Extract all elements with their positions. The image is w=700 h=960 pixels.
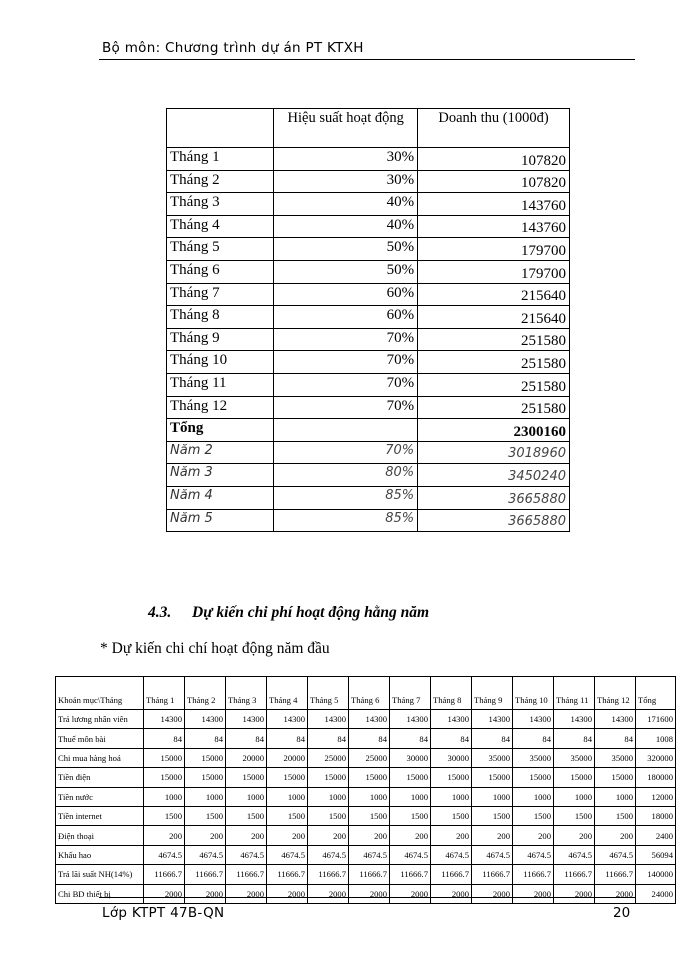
monthly-cost-cell: 200 xyxy=(431,826,472,845)
total-revenue-cell: 2300160 xyxy=(418,419,570,442)
table-header-row xyxy=(167,109,570,148)
table-row xyxy=(167,351,570,374)
monthly-cost-cell: 2000 xyxy=(267,884,308,903)
month-label: Tháng 6 xyxy=(167,260,274,283)
year-row xyxy=(167,464,570,487)
section-title: Dự kiến chi phí hoạt động hằng năm xyxy=(192,604,430,621)
year-label: Năm 5 xyxy=(167,509,274,532)
monthly-cost-cell: 200 xyxy=(267,826,308,845)
monthly-cost-cell: 1500 xyxy=(267,806,308,825)
monthly-cost-cell: 15000 xyxy=(185,748,226,767)
cost-table xyxy=(55,676,676,904)
page-header: Bộ môn: Chương trình dự án PT KTXH xyxy=(102,40,364,56)
cost-row xyxy=(56,884,676,903)
monthly-cost-cell: 15000 xyxy=(472,768,513,787)
efficiency-cell: 80% xyxy=(274,464,418,487)
column-header: Tháng 6 xyxy=(349,677,390,710)
monthly-cost-cell: 1500 xyxy=(349,806,390,825)
monthly-cost-cell: 1000 xyxy=(513,787,554,806)
monthly-cost-cell: 1500 xyxy=(595,806,636,825)
revenue-cell: 107820 xyxy=(418,148,570,171)
efficiency-cell: 40% xyxy=(274,215,418,238)
section-number: 4.3. xyxy=(148,604,172,621)
monthly-cost-cell: 15000 xyxy=(595,768,636,787)
monthly-cost-cell: 11666.7 xyxy=(349,865,390,884)
monthly-cost-cell: 1500 xyxy=(554,806,595,825)
month-label: Tháng 7 xyxy=(167,283,274,306)
column-header: Tháng 1 xyxy=(144,677,185,710)
monthly-cost-cell: 14300 xyxy=(267,710,308,729)
monthly-cost-cell: 11666.7 xyxy=(513,865,554,884)
revenue-cell: 143760 xyxy=(418,215,570,238)
monthly-cost-cell: 84 xyxy=(554,729,595,748)
row-total-cell: 320000 xyxy=(636,748,676,767)
revenue-cell: 179700 xyxy=(418,260,570,283)
cost-row xyxy=(56,865,676,884)
monthly-cost-cell: 84 xyxy=(185,729,226,748)
year-label: Năm 4 xyxy=(167,486,274,509)
monthly-cost-cell: 2000 xyxy=(185,884,226,903)
total-row xyxy=(167,419,570,442)
monthly-cost-cell: 4674.5 xyxy=(513,845,554,864)
column-header: Khoản mục\Tháng xyxy=(56,677,144,710)
section-heading xyxy=(148,604,429,622)
monthly-cost-cell: 11666.7 xyxy=(144,865,185,884)
efficiency-cell: 50% xyxy=(274,260,418,283)
header-cell: Hiệu suất hoạt động xyxy=(274,109,418,148)
monthly-cost-cell: 200 xyxy=(144,826,185,845)
monthly-cost-cell: 15000 xyxy=(267,768,308,787)
cost-item-label: Tiền điện xyxy=(56,768,144,787)
monthly-cost-cell: 200 xyxy=(349,826,390,845)
table-row xyxy=(167,260,570,283)
cost-item-label: Tiền internet xyxy=(56,806,144,825)
monthly-cost-cell: 15000 xyxy=(349,768,390,787)
cost-row xyxy=(56,710,676,729)
monthly-cost-cell: 84 xyxy=(390,729,431,748)
monthly-cost-cell: 20000 xyxy=(226,748,267,767)
monthly-cost-cell: 11666.7 xyxy=(390,865,431,884)
monthly-cost-cell: 1000 xyxy=(226,787,267,806)
cost-item-label: Thuế môn bài xyxy=(56,729,144,748)
table-row xyxy=(167,328,570,351)
monthly-cost-cell: 1000 xyxy=(349,787,390,806)
row-total-cell: 18000 xyxy=(636,806,676,825)
column-header: Tháng 9 xyxy=(472,677,513,710)
efficiency-cell: 85% xyxy=(274,486,418,509)
efficiency-cell: 60% xyxy=(274,283,418,306)
monthly-cost-cell: 14300 xyxy=(513,710,554,729)
month-label: Tháng 4 xyxy=(167,215,274,238)
monthly-cost-cell: 1000 xyxy=(595,787,636,806)
efficiency-cell xyxy=(274,419,418,442)
monthly-cost-cell: 1500 xyxy=(431,806,472,825)
row-total-cell: 1008 xyxy=(636,729,676,748)
monthly-cost-cell: 1000 xyxy=(144,787,185,806)
efficiency-cell: 60% xyxy=(274,306,418,329)
monthly-cost-cell: 4674.5 xyxy=(554,845,595,864)
monthly-cost-cell: 84 xyxy=(472,729,513,748)
month-label: Tháng 9 xyxy=(167,328,274,351)
monthly-cost-cell: 20000 xyxy=(267,748,308,767)
monthly-cost-cell: 84 xyxy=(144,729,185,748)
revenue-cell: 3665880 xyxy=(418,486,570,509)
revenue-cell: 3665880 xyxy=(418,509,570,532)
monthly-cost-cell: 84 xyxy=(595,729,636,748)
row-total-cell: 2400 xyxy=(636,826,676,845)
month-label: Tháng 5 xyxy=(167,238,274,261)
monthly-cost-cell: 2000 xyxy=(390,884,431,903)
monthly-cost-cell: 4674.5 xyxy=(226,845,267,864)
row-total-cell: 24000 xyxy=(636,884,676,903)
monthly-cost-cell: 200 xyxy=(390,826,431,845)
monthly-cost-cell: 14300 xyxy=(554,710,595,729)
revenue-cell: 251580 xyxy=(418,328,570,351)
monthly-cost-cell: 2000 xyxy=(349,884,390,903)
monthly-cost-cell: 1000 xyxy=(267,787,308,806)
row-total-cell: 171600 xyxy=(636,710,676,729)
cost-header-row xyxy=(56,677,676,710)
monthly-cost-cell: 25000 xyxy=(349,748,390,767)
efficiency-cell: 30% xyxy=(274,148,418,171)
monthly-cost-cell: 4674.5 xyxy=(431,845,472,864)
monthly-cost-cell: 14300 xyxy=(431,710,472,729)
footer-class-label: Lớp KTPT 47B-QN xyxy=(102,905,225,921)
efficiency-cell: 40% xyxy=(274,193,418,216)
monthly-cost-cell: 4674.5 xyxy=(472,845,513,864)
column-header: Tổng xyxy=(636,677,676,710)
revenue-cell: 251580 xyxy=(418,373,570,396)
table-row xyxy=(167,238,570,261)
revenue-cell: 179700 xyxy=(418,238,570,261)
monthly-cost-cell: 4674.5 xyxy=(267,845,308,864)
monthly-cost-cell: 4674.5 xyxy=(349,845,390,864)
row-total-cell: 12000 xyxy=(636,787,676,806)
monthly-cost-cell: 15000 xyxy=(308,768,349,787)
monthly-cost-cell: 200 xyxy=(308,826,349,845)
footer-divider xyxy=(99,897,635,898)
monthly-cost-cell: 4674.5 xyxy=(308,845,349,864)
monthly-cost-cell: 11666.7 xyxy=(472,865,513,884)
monthly-cost-cell: 1000 xyxy=(472,787,513,806)
table-row xyxy=(167,148,570,171)
monthly-cost-cell: 200 xyxy=(226,826,267,845)
monthly-cost-cell: 1500 xyxy=(472,806,513,825)
monthly-cost-cell: 15000 xyxy=(144,768,185,787)
monthly-cost-cell: 1000 xyxy=(308,787,349,806)
revenue-cell: 107820 xyxy=(418,170,570,193)
row-total-cell: 140000 xyxy=(636,865,676,884)
monthly-cost-cell: 11666.7 xyxy=(431,865,472,884)
cost-row xyxy=(56,787,676,806)
cost-item-label: Tiền nước xyxy=(56,787,144,806)
header-cell: Doanh thu (1000đ) xyxy=(418,109,570,148)
monthly-cost-cell: 2000 xyxy=(226,884,267,903)
monthly-cost-cell: 14300 xyxy=(226,710,267,729)
month-label: Tháng 1 xyxy=(167,148,274,171)
revenue-cell: 3450240 xyxy=(418,464,570,487)
table-row xyxy=(167,170,570,193)
cost-row xyxy=(56,768,676,787)
monthly-cost-cell: 200 xyxy=(554,826,595,845)
monthly-cost-cell: 2000 xyxy=(554,884,595,903)
monthly-cost-cell: 84 xyxy=(267,729,308,748)
monthly-cost-cell: 2000 xyxy=(595,884,636,903)
year-row xyxy=(167,509,570,532)
monthly-cost-cell: 14300 xyxy=(595,710,636,729)
row-total-cell: 180000 xyxy=(636,768,676,787)
monthly-cost-cell: 30000 xyxy=(390,748,431,767)
table-row xyxy=(167,396,570,419)
monthly-cost-cell: 35000 xyxy=(595,748,636,767)
monthly-cost-cell: 15000 xyxy=(390,768,431,787)
monthly-cost-cell: 11666.7 xyxy=(554,865,595,884)
monthly-cost-cell: 2000 xyxy=(513,884,554,903)
monthly-cost-cell: 11666.7 xyxy=(185,865,226,884)
monthly-cost-cell: 1500 xyxy=(185,806,226,825)
revenue-cell: 215640 xyxy=(418,306,570,329)
monthly-cost-cell: 84 xyxy=(308,729,349,748)
monthly-cost-cell: 2000 xyxy=(431,884,472,903)
monthly-cost-cell: 15000 xyxy=(431,768,472,787)
monthly-cost-cell: 4674.5 xyxy=(390,845,431,864)
monthly-cost-cell: 4674.5 xyxy=(144,845,185,864)
monthly-cost-cell: 1000 xyxy=(554,787,595,806)
revenue-cell: 251580 xyxy=(418,351,570,374)
monthly-cost-cell: 2000 xyxy=(308,884,349,903)
monthly-cost-cell: 30000 xyxy=(431,748,472,767)
monthly-cost-cell: 14300 xyxy=(308,710,349,729)
efficiency-cell: 70% xyxy=(274,373,418,396)
cost-row xyxy=(56,729,676,748)
monthly-cost-cell: 14300 xyxy=(144,710,185,729)
column-header: Tháng 8 xyxy=(431,677,472,710)
monthly-cost-cell: 1500 xyxy=(308,806,349,825)
monthly-cost-cell: 84 xyxy=(226,729,267,748)
monthly-cost-cell: 1000 xyxy=(185,787,226,806)
monthly-cost-cell: 84 xyxy=(431,729,472,748)
cost-row xyxy=(56,748,676,767)
revenue-cell: 215640 xyxy=(418,283,570,306)
monthly-cost-cell: 14300 xyxy=(185,710,226,729)
monthly-cost-cell: 1500 xyxy=(226,806,267,825)
monthly-cost-cell: 11666.7 xyxy=(267,865,308,884)
monthly-cost-cell: 2000 xyxy=(144,884,185,903)
column-header: Tháng 5 xyxy=(308,677,349,710)
efficiency-cell: 85% xyxy=(274,509,418,532)
column-header: Tháng 10 xyxy=(513,677,554,710)
table-row xyxy=(167,283,570,306)
monthly-cost-cell: 15000 xyxy=(185,768,226,787)
month-label: Tháng 10 xyxy=(167,351,274,374)
efficiency-cell: 70% xyxy=(274,396,418,419)
year-row xyxy=(167,441,570,464)
table-row xyxy=(167,306,570,329)
monthly-cost-cell: 14300 xyxy=(390,710,431,729)
row-total-cell: 56094 xyxy=(636,845,676,864)
monthly-cost-cell: 25000 xyxy=(308,748,349,767)
revenue-cell: 251580 xyxy=(418,396,570,419)
monthly-cost-cell: 200 xyxy=(472,826,513,845)
cost-item-label: Trả lương nhân viên xyxy=(56,710,144,729)
monthly-cost-cell: 84 xyxy=(513,729,554,748)
monthly-cost-cell: 1000 xyxy=(431,787,472,806)
year-label: Năm 2 xyxy=(167,441,274,464)
monthly-cost-cell: 4674.5 xyxy=(595,845,636,864)
monthly-cost-cell: 1000 xyxy=(390,787,431,806)
column-header: Tháng 3 xyxy=(226,677,267,710)
year-label: Năm 3 xyxy=(167,464,274,487)
subtitle: * Dự kiến chi chí hoạt động năm đầu xyxy=(100,640,330,657)
monthly-cost-cell: 15000 xyxy=(554,768,595,787)
cost-item-label: Trả lãi suất NH(14%) xyxy=(56,865,144,884)
revenue-cell: 143760 xyxy=(418,193,570,216)
cost-row xyxy=(56,845,676,864)
cost-item-label: Khấu hao xyxy=(56,845,144,864)
monthly-cost-cell: 35000 xyxy=(554,748,595,767)
month-label: Tháng 2 xyxy=(167,170,274,193)
monthly-cost-cell: 1500 xyxy=(390,806,431,825)
cost-row xyxy=(56,806,676,825)
cost-item-label: Điện thoại xyxy=(56,826,144,845)
efficiency-cell: 70% xyxy=(274,441,418,464)
cost-item-label: Chi BD thiết bị xyxy=(56,884,144,903)
month-label: Tháng 11 xyxy=(167,373,274,396)
monthly-cost-cell: 84 xyxy=(349,729,390,748)
header-divider xyxy=(99,59,635,60)
monthly-cost-cell: 11666.7 xyxy=(595,865,636,884)
monthly-cost-cell: 11666.7 xyxy=(308,865,349,884)
column-header: Tháng 12 xyxy=(595,677,636,710)
monthly-cost-cell: 1500 xyxy=(513,806,554,825)
monthly-cost-cell: 200 xyxy=(513,826,554,845)
revenue-table xyxy=(166,108,570,532)
cost-row xyxy=(56,826,676,845)
monthly-cost-cell: 15000 xyxy=(226,768,267,787)
revenue-cell: 3018960 xyxy=(418,441,570,464)
monthly-cost-cell: 2000 xyxy=(472,884,513,903)
month-label: Tháng 3 xyxy=(167,193,274,216)
page-number: 20 xyxy=(613,905,631,921)
monthly-cost-cell: 14300 xyxy=(349,710,390,729)
monthly-cost-cell: 1500 xyxy=(144,806,185,825)
column-header: Tháng 11 xyxy=(554,677,595,710)
monthly-cost-cell: 200 xyxy=(595,826,636,845)
month-label: Tháng 12 xyxy=(167,396,274,419)
column-header: Tháng 2 xyxy=(185,677,226,710)
table-row xyxy=(167,193,570,216)
efficiency-cell: 50% xyxy=(274,238,418,261)
table-row xyxy=(167,215,570,238)
table-row xyxy=(167,373,570,396)
column-header: Tháng 4 xyxy=(267,677,308,710)
total-label: Tổng xyxy=(167,419,274,442)
cost-item-label: Chi mua hàng hoá xyxy=(56,748,144,767)
monthly-cost-cell: 14300 xyxy=(472,710,513,729)
column-header: Tháng 7 xyxy=(390,677,431,710)
efficiency-cell: 30% xyxy=(274,170,418,193)
efficiency-cell: 70% xyxy=(274,351,418,374)
monthly-cost-cell: 35000 xyxy=(472,748,513,767)
header-cell xyxy=(167,109,274,148)
monthly-cost-cell: 15000 xyxy=(144,748,185,767)
monthly-cost-cell: 11666.7 xyxy=(226,865,267,884)
efficiency-cell: 70% xyxy=(274,328,418,351)
monthly-cost-cell: 4674.5 xyxy=(185,845,226,864)
year-row xyxy=(167,486,570,509)
monthly-cost-cell: 200 xyxy=(185,826,226,845)
monthly-cost-cell: 35000 xyxy=(513,748,554,767)
monthly-cost-cell: 15000 xyxy=(513,768,554,787)
month-label: Tháng 8 xyxy=(167,306,274,329)
